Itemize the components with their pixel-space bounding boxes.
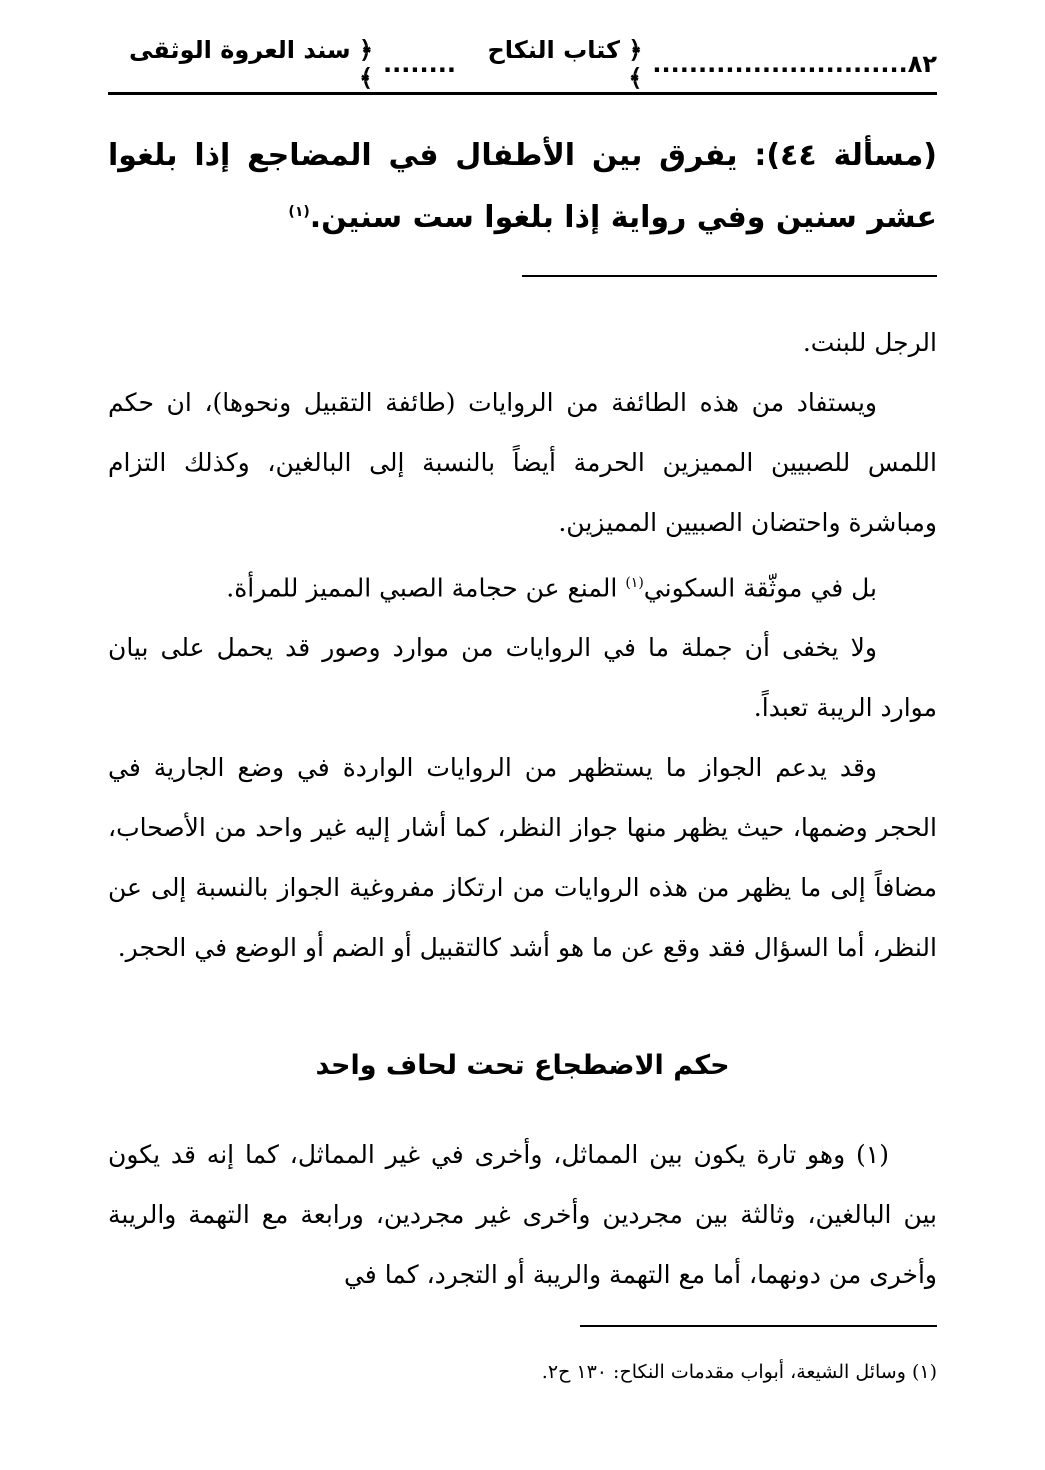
running-title xyxy=(108,36,908,92)
paragraph-text: المنع عن حجامة الصبي المميز للمرأة. xyxy=(226,573,626,603)
footnote-marker: (١) xyxy=(288,204,310,220)
footnote: (١) وسائل الشيعة، أبواب مقدمات النكاح: ١٣٠ ح٢. xyxy=(541,1361,937,1383)
book-title: ﴿ سند العروة الوثقى ﴾ xyxy=(129,36,374,92)
issue-text: (مسألة ٤٤): يفرق بين الأطفال في المضاجع إذا بلغوا عشر سنين وفي رواية إذا بلغوا ست سنين. xyxy=(108,138,937,235)
paragraph: الرجل للبنت. xyxy=(802,328,937,357)
chapter-title: ﴿ كتاب النكاح ﴾ xyxy=(487,36,643,92)
header-rule xyxy=(108,92,937,95)
header-dots: ........ xyxy=(383,50,456,78)
issue-divider xyxy=(522,275,937,277)
paragraph: ويستفاد من هذه الطائفة من الروايات (طائفة التقبيل ونحوها)، ان حكم اللمس للصبيين المميزين الحرمة أيضاً بالنسبة إلى البالغين، وكذلك التزام ومباشرة واحتضان الصبيين المميزين. xyxy=(108,388,937,537)
paragraph-text: بل في موثّقة السكوني xyxy=(643,573,877,603)
paragraph xyxy=(108,553,937,618)
issue-statement xyxy=(108,128,937,246)
commentary-text xyxy=(108,313,937,978)
section-heading: حكم الاضطجاع تحت لحاف واحد xyxy=(315,1050,730,1081)
header-dots: ............................ xyxy=(652,50,908,78)
paragraph: (١) وهو تارة يكون بين المماثل، وأخرى في غير المماثل، كما إنه قد يكون بين البالغين، وثالثة بين مجردين وأخرى غير مجردين، ورابعة مع التهمة والريبة وأخرى من دونهما، أما مع التهمة والريبة أو التجرد، كما في xyxy=(108,1140,937,1289)
page-number: ٨٢ xyxy=(907,50,937,78)
running-header xyxy=(108,36,937,92)
paragraph: ولا يخفى أن جملة ما في الروايات من موارد وصور قد يحمل على بيان موارد الريبة تعبداً. xyxy=(108,633,937,723)
section-text xyxy=(108,1125,937,1305)
footnote-marker: (١) xyxy=(625,575,644,591)
paragraph: وقد يدعم الجواز ما يستظهر من الروايات الواردة في وضع الجارية في الحجر وضمها، حيث يظهر منها جواز النظر، كما أشار إليه غير واحد من الأصحاب، مضافاً إلى ما يظهر من هذه الروايات من ارتكاز مفروغية الجواز بالنسبة إلى عن النظر، أما السؤال فقد وقع عن ما هو أشد كالتقبيل أو الضم أو الوضع في الحجر. xyxy=(108,753,937,963)
footnote-divider xyxy=(580,1325,937,1327)
